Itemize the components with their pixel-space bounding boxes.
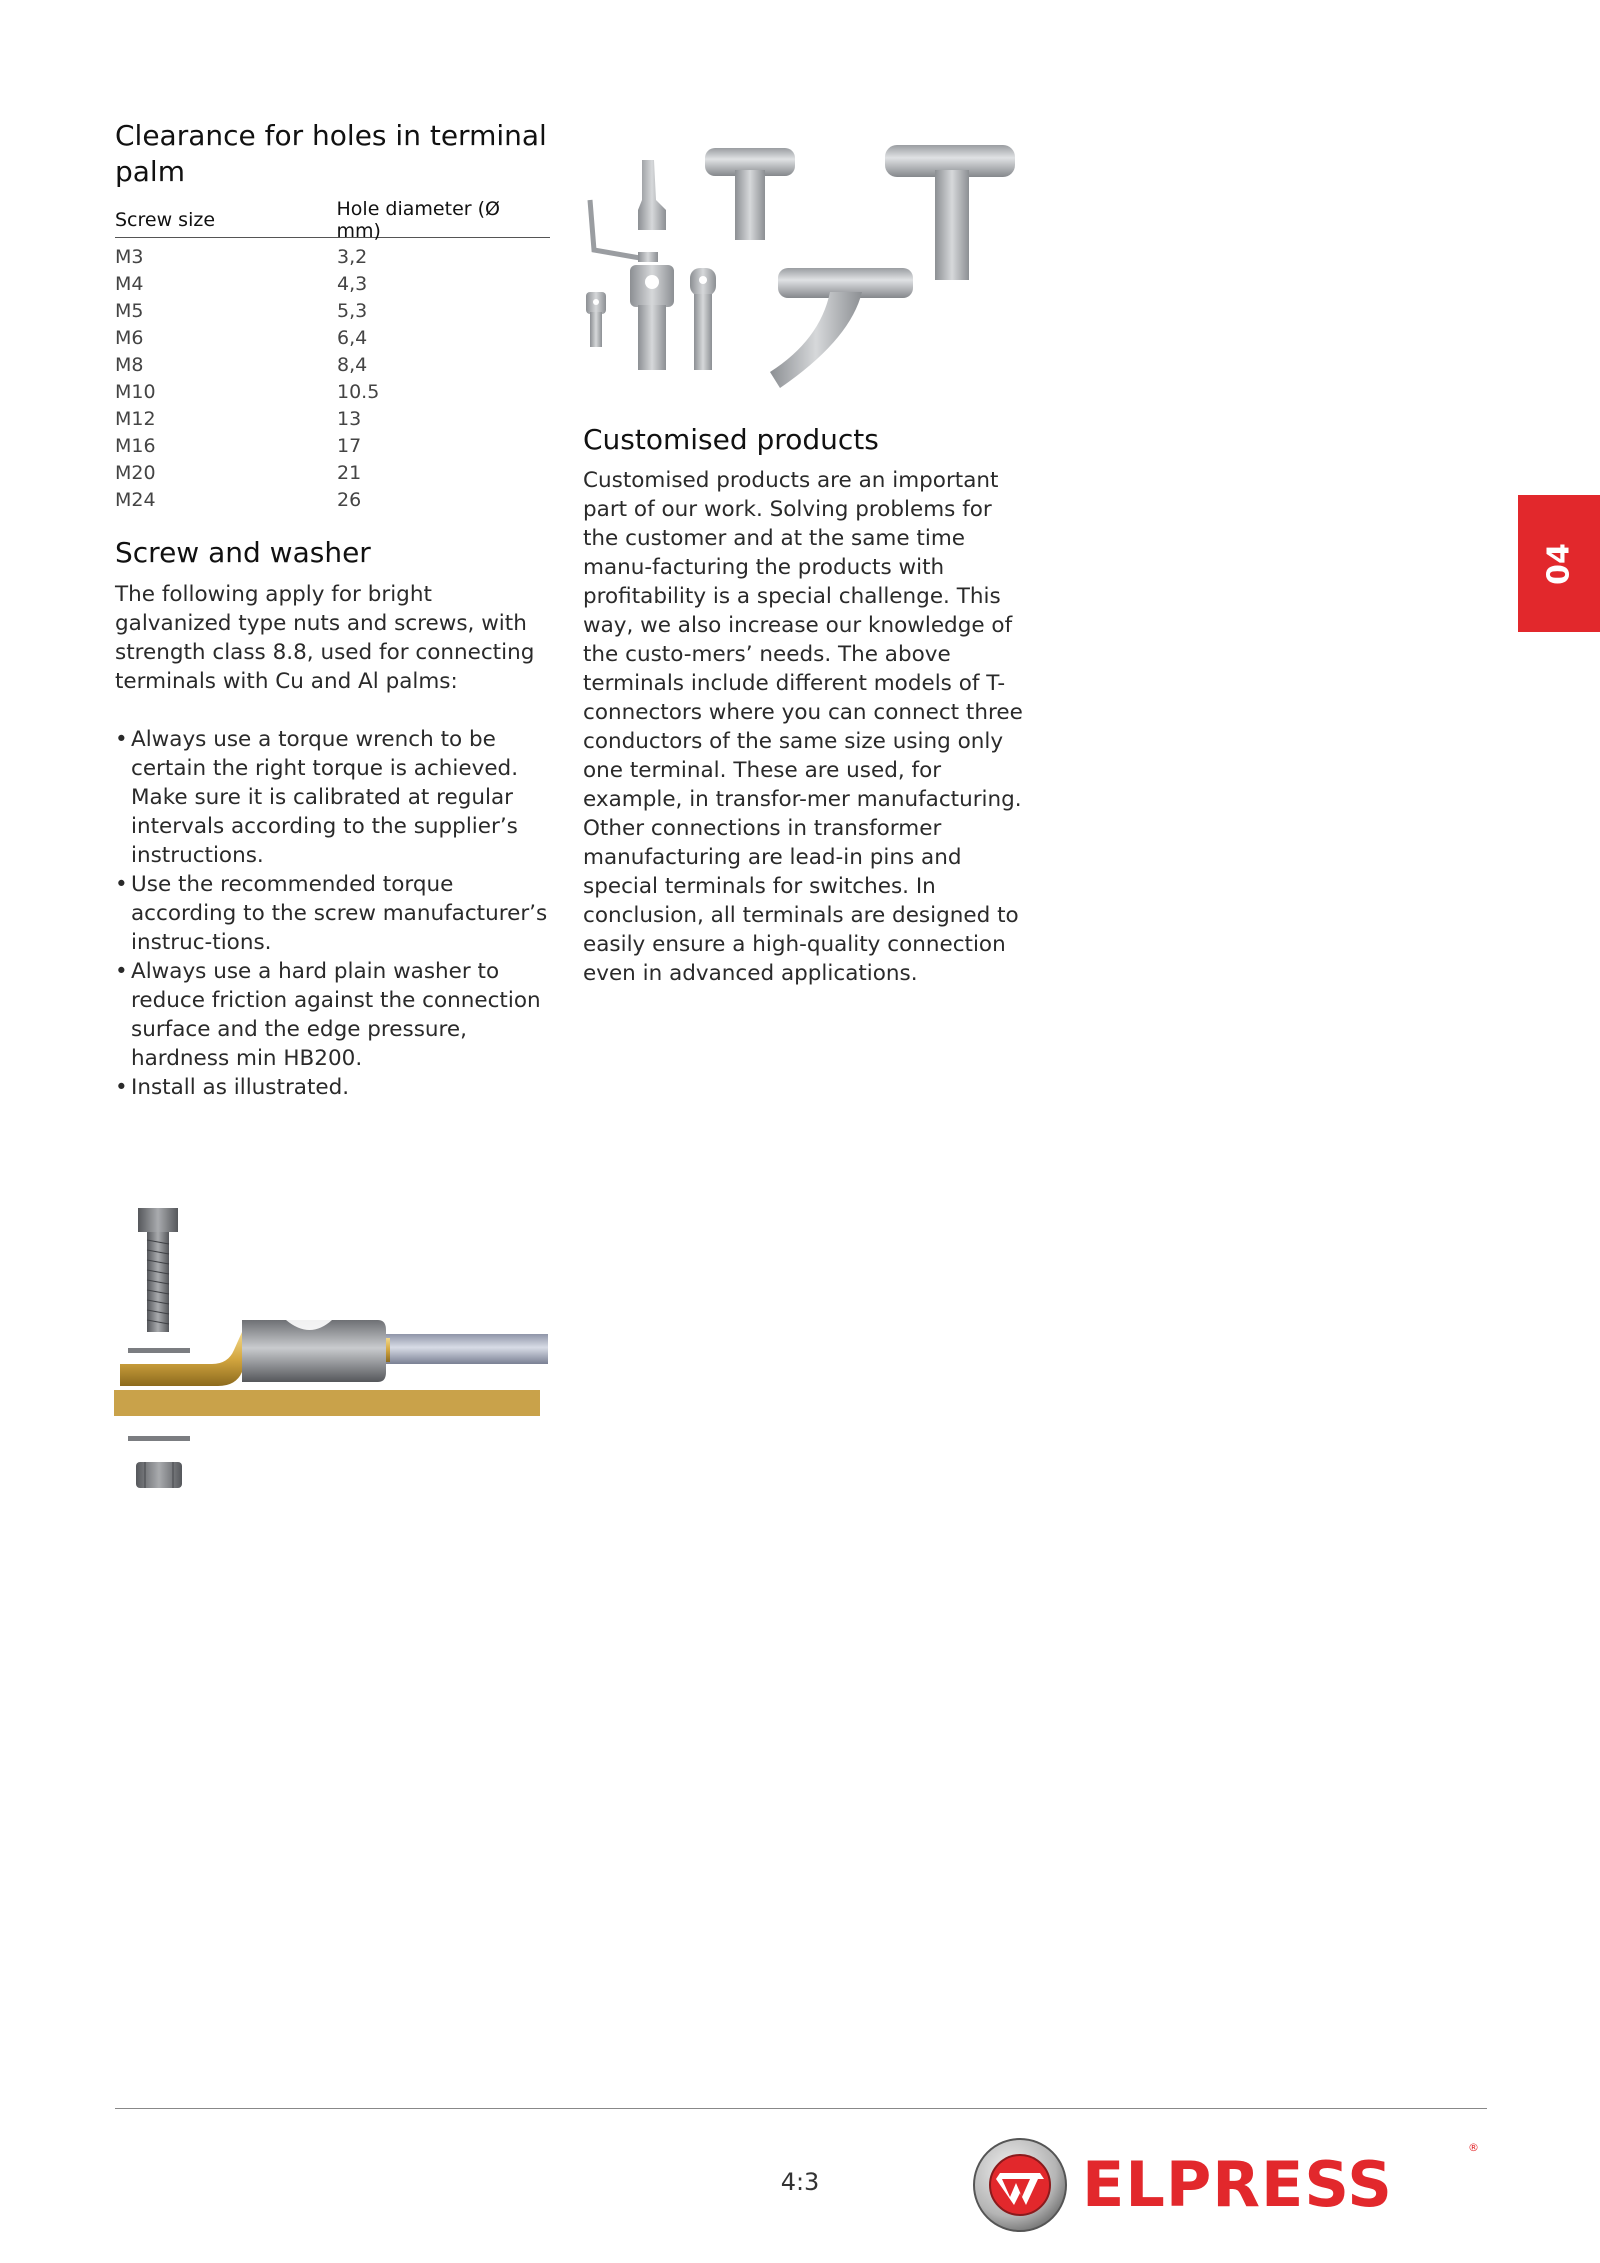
col-hole-diameter: Hole diameter (Ø mm): [336, 198, 500, 242]
logo-wordmark: ELPRESS: [1082, 2148, 1393, 2221]
logo-emblem-icon: [970, 2135, 1070, 2235]
table-row: [115, 243, 550, 270]
washer-icon: [128, 1348, 190, 1353]
table-row: [115, 324, 550, 351]
cell-hole: 10.5: [337, 380, 380, 403]
cell-hole: 17: [337, 434, 362, 457]
terminal-plate: [114, 1390, 540, 1416]
col-screw-size: Screw size: [115, 209, 216, 231]
nut-icon: [136, 1462, 182, 1488]
palm-lug-icon: [690, 268, 716, 370]
screw-washer-title: Screw and washer: [115, 536, 371, 569]
cell-hole: 21: [337, 461, 362, 484]
list-item: • Always use a torque wrench to be certain the right torque is achieved. Make sure it is calibrated at regular intervals according to the supplier’s instructions.: [115, 725, 555, 870]
cell-hole: 8,4: [337, 353, 368, 376]
washer-icon: [128, 1436, 190, 1441]
cell-screw: M6: [115, 326, 144, 349]
chapter-tab: [1518, 495, 1600, 632]
cable-icon: [380, 1334, 548, 1364]
t-connector-icon: [885, 145, 1015, 280]
table-row: [115, 378, 550, 405]
cell-hole: 13: [337, 407, 362, 430]
cell-screw: M16: [115, 434, 156, 457]
instruction-list: [115, 725, 555, 1102]
cell-hole: 4,3: [337, 272, 368, 295]
footer-divider: [115, 2108, 1487, 2109]
clearance-table: [115, 198, 550, 513]
list-item: • Install as illustrated.: [115, 1073, 555, 1102]
cell-hole: 5,3: [337, 299, 368, 322]
list-item: • Always use a hard plain washer to reduce friction against the connection surface and the edge pressure, hardness min HB200.: [115, 957, 555, 1073]
table-row: [115, 459, 550, 486]
installation-illustration: [110, 1200, 550, 1500]
customised-title: Customised products: [583, 423, 879, 456]
screw-washer-intro: The following apply for bright galvanized type nuts and screws, with strength class 8.8, used for connecting terminals with Cu and Al palms:: [115, 582, 535, 694]
clearance-title: Clearance for holes in terminal palm: [115, 119, 547, 188]
cell-hole: 3,2: [337, 245, 368, 268]
cell-screw: M10: [115, 380, 156, 403]
table-header: [115, 198, 550, 242]
bolt-icon: [138, 1208, 178, 1332]
palm-lug-icon: [586, 292, 606, 347]
cylinder-terminal-icon: [638, 160, 666, 230]
customised-body: Customised products are an important part of our work. Solving problems for the customer and at the same time manu-facturing the products with profitability is a special challenge. This way, we also increase our knowledge of the custo-mers’ needs. The above terminals include different models of T-connectors where you can connect three conductors of the same size using only one terminal. These are used, for example, in transfor-mer manufacturing. Other connections in transformer manufacturing are lead-in pins and special terminals for switches. In conclusion, all terminals are designed to easily ensure a high-quality connection even in advanced applications.: [583, 468, 1023, 986]
table-row: [115, 432, 550, 459]
cell-screw: M3: [115, 245, 144, 268]
table-row: [115, 297, 550, 324]
cell-screw: M24: [115, 488, 156, 511]
curved-connector-icon: [770, 268, 913, 388]
list-item: • Use the recommended torque according to the screw manufacturer’s instruc-tions.: [115, 870, 555, 957]
cell-screw: M8: [115, 353, 144, 376]
cell-screw: M5: [115, 299, 144, 322]
palm-lug-icon: [630, 265, 674, 370]
registered-mark: ®: [1468, 2141, 1479, 2154]
table-row: [115, 270, 550, 297]
t-connector-icon: [705, 148, 795, 240]
cell-screw: M20: [115, 461, 156, 484]
cell-screw: M4: [115, 272, 144, 295]
page-number: 4:3: [780, 2168, 820, 2196]
elpress-logo: [970, 2135, 1485, 2235]
table-row: [115, 405, 550, 432]
cell-hole: 6,4: [337, 326, 368, 349]
cell-hole: 26: [337, 488, 362, 511]
cell-screw: M12: [115, 407, 156, 430]
table-row: [115, 351, 550, 378]
customised-products-photo: [580, 140, 1025, 400]
table-row: [115, 486, 550, 513]
screw-washer-section: [115, 580, 555, 1102]
chapter-number: 04: [1541, 542, 1577, 585]
